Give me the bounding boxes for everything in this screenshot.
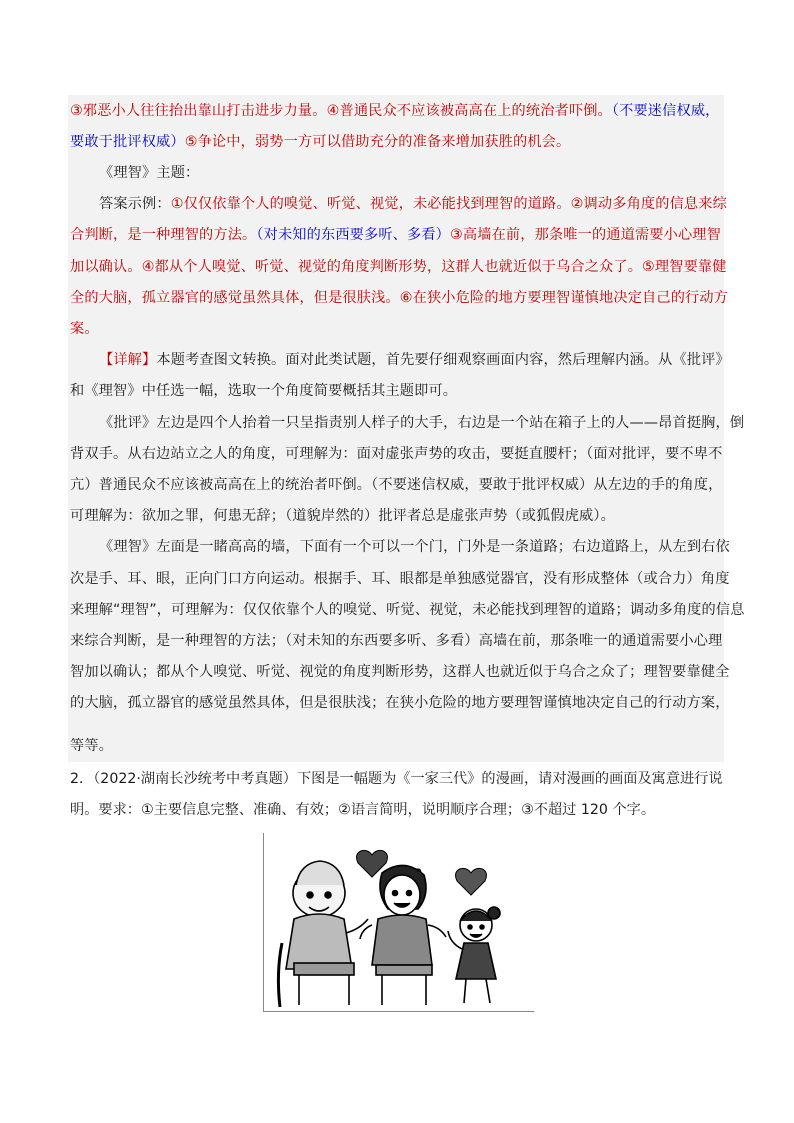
lizhi-line: 来理解“理智”，可理解为：仅仅依靠个人的嗅觉、听觉、视觉，未必能找到理智的道路；调动多角度的信息	[70, 602, 745, 618]
lizhi-line: 来综合判断，是一种理智的方法；（对未知的东西要多听、多看）高墙在前，那条唯一的通道需要小心理	[70, 633, 723, 649]
detail-tag: 【详解】	[99, 352, 157, 368]
answer-line: 加以确认。④都从个人嗅觉、听觉、视觉的角度判断形势，这群人也就近似于乌合之众了。⑤理智要靠健	[70, 259, 727, 275]
theme-heading: 《理智》主题：	[99, 165, 200, 181]
lizhi-line: 《理智》左面是一睹高高的墙，下面有一个可以一个门，门外是一条道路；右边道路上，从左到右依	[99, 539, 730, 555]
answer-line: 全的大脑，孤立器官的感觉虽然具体，但是很肤浅。⑥在狭小危险的地方要理智谨慎地决定自己的行动方	[70, 290, 729, 306]
detail-line: 【详解】本题考查图文转换。面对此类试题，首先要仔细观察画面内容，然后理解内涵。从《批评》	[99, 352, 730, 368]
piping-line: 《批评》左边是四个人抬着一只呈指责别人样子的大手，右边是一个站在箱子上的人——昂首挺胸，倒	[99, 415, 745, 431]
answer-line: 答案示例：①仅仅依靠个人的嗅觉、听觉、视觉，未必能找到理智的道路。②调动多角度的信息来综	[99, 196, 727, 212]
piping-line: 可理解为：欲加之罪，何患无辞；（道貌岸然的）批评者总是虚张声势（或狐假虎威）。	[70, 508, 615, 524]
detail-line: 和《理智》中任选一幅，选取一个角度简要概括其主题即可。	[70, 383, 458, 399]
lizhi-line: 等等。	[70, 738, 114, 754]
question-2-line: 2．（2022·湖南长沙统考中考真题）下图是一幅题为《一家三代》的漫画，请对漫画的画面及寓意进行说	[70, 771, 723, 787]
child-figure	[448, 907, 500, 1003]
mother-figure	[360, 865, 446, 1005]
grandfather-figure	[278, 861, 368, 1007]
question-2-line: 明。要求：①主要信息完整、准确、有效；②语言简明，说明顺序合理；③不超过 120 个字。	[70, 802, 656, 818]
heart-icon	[456, 868, 487, 895]
lizhi-line: 智加以确认；都从个人嗅觉、听觉、视觉的角度判断形势，这群人也就近似于乌合之众了；理智要靠健全	[70, 664, 730, 680]
answer-line: 要敢于批评权威）⑤争论中，弱势一方可以借助充分的准备来增加获胜的机会。	[70, 134, 571, 150]
cartoon-illustration	[264, 833, 534, 1011]
piping-line: 亢）普通民众不应该被高高在上的统治者吓倒。（不要迷信权威，要敢于批评权威）从左边的手的角度，	[70, 477, 723, 493]
answer-line: 案。	[70, 321, 99, 337]
lizhi-line: 次是手、耳、眼，正向门口方向运动。根据手、耳、眼都是单独感觉器官，没有形成整体（或合力）角度	[70, 571, 730, 587]
piping-line: 背双手。从右边站立之人的角度，可理解为：面对虚张声势的攻击，要挺直腰杆；（面对批评，要不卑不	[70, 446, 723, 462]
lizhi-line: 的大脑，孤立器官的感觉虽然具体，但是很肤浅；在狭小危险的地方要理智谨慎地决定自己的行动方案，	[70, 695, 730, 711]
answer-line: ③邪恶小人往往抬出靠山打击进步力量。④普通民众不应该被高高在上的统治者吓倒。（不要迷信权威，	[70, 103, 720, 119]
family-cartoon-image	[263, 833, 534, 1012]
answer-line: 合判断，是一种理智的方法。（对未知的东西要多听、多看）③高墙在前，那条唯一的通道需要小心理智	[70, 227, 721, 243]
